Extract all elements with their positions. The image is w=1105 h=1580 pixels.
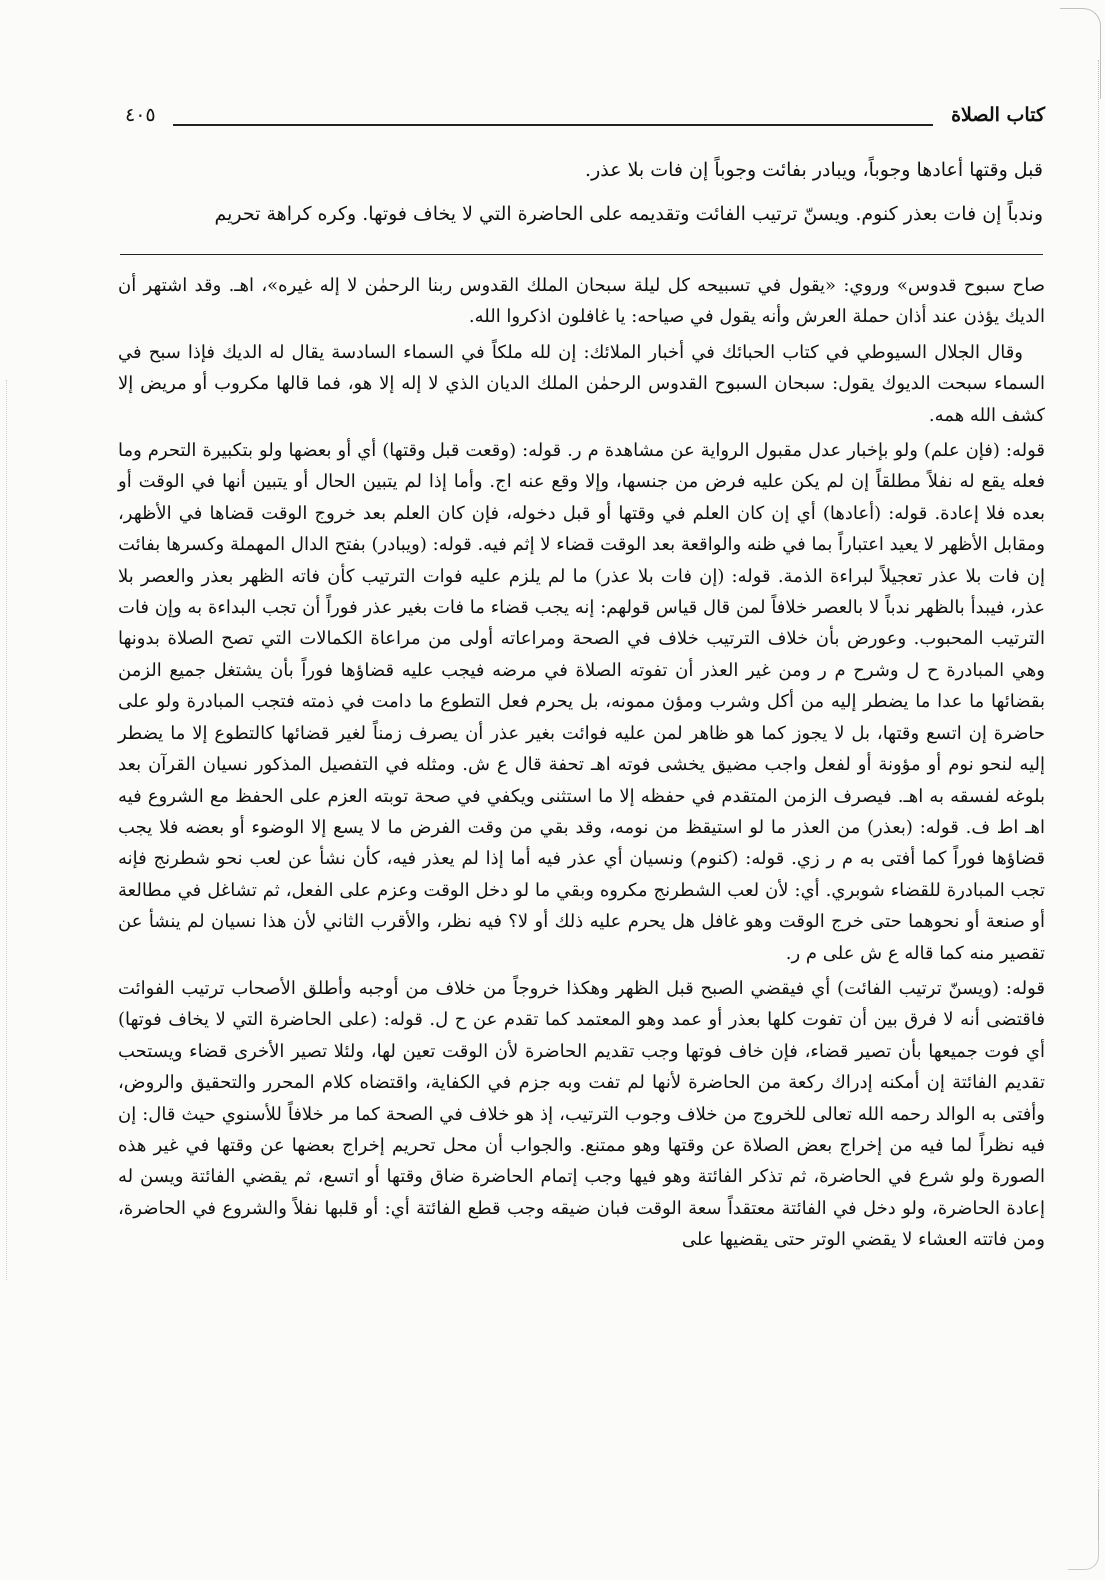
footnote-separator [120, 254, 1043, 255]
page-corner-decoration-top [1060, 8, 1101, 99]
main-paragraph: وندباً إن فات بعذر كنوم. ويسنّ ترتيب الفائت وتقديمه على الحاضرة التي لا يخاف فوتها. وكره كراهة تحريم [214, 203, 1043, 225]
page-edge-left [6, 380, 9, 1280]
main-paragraph: قبل وقتها أعادها وجوباً، ويبادر بفائت وجوباً إن فات بلا عذر. [585, 159, 1043, 181]
note-paragraph: وقال الجلال السيوطي في كتاب الحبائك في أخبار الملائك: إن لله ملكاً في السماء السادسة يقال له الديك فإذا سبح في السماء سبحت الديوك يقول: سبحان السبوح القدوس الرحمٰن الملك الديان الذي لا إله إلا هو، فما قالها مكروب أو مريض إلا كشف الله همه. [118, 341, 1045, 426]
main-text [120, 152, 1043, 240]
page-corner-decoration-bottom [1068, 1489, 1099, 1570]
note-paragraph: صاح سبوح قدوس» وروي: «يقول في تسبيحه كل ليلة سبحان الملك القدوس ربنا الرحمٰن لا إله غيره»، اهـ. وقد اشتهر أن الديك يؤذن عند أذان حملة العرش وأنه يقول في صياحه: يا غافلون اذكروا الله. [118, 275, 1045, 328]
note-paragraph: قوله: (فإن علم) ولو بإخبار عدل مقبول الرواية عن مشاهدة م ر. قوله: (وقعت قبل وقتها) أي أو بعضها ولو بتكبيرة التحرم وما فعله يقع له نفلاً مطلقاً إن لم يكن عليه فرض من جنسها، وإلا وقع عنه اج. وأما إذا لم يتبين الحال أو يتبين أنها في الوقت أو بعده فلا إعادة. قوله: (أعادها) أي إن كان العلم في وقتها أو قبل دخوله، فإن كان العلم بعد خروج الوقت قضاها في الأظهر، ومقابل الأظهر لا يعيد اعتباراً بما في ظنه والواقعة بعد الوقت قضاء لا إثم فيه. قوله: (ويبادر) بفتح الدال المهملة وكسرها بفائت إن فات بلا عذر تعجيلاً لبراءة الذمة. قوله: (إن فات بلا عذر) ما لم يلزم عليه فوات الترتيب كأن فاته الظهر بعذر والعصر بلا عذر، فيبدأ بالظهر ندباً لا بالعصر خلافاً لمن قال قياس قولهم: إنه يجب قضاء ما فات بغير عذر فوراً أن تجب البداءة به وإن فات الترتيب المحبوب. وعورض بأن خلاف الترتيب خلاف في الصحة ومراعاته أولى من مراعاة الكمالات التي تصح الصلاة بدونها وهي المبادرة ح ل وشرح م ر ومن غير العذر أن تفوته الصلاة في مرضه فيجب عليه قضاؤها فوراً بأن يشتغل جميع الزمن بقضائها ما عدا ما يضطر إليه من أكل وشرب ومؤن ممونه، بل يحرم فعل التطوع ما دامت في ذمته فتجب المبادرة ولو على حاضرة إن اتسع وقتها، بل لا يجوز كما هو ظاهر لمن عليه فوائت بغير عذر أن يصرف زمناً لغير قضائها كالتطوع إلا ما يضطر إليه لنحو نوم أو مؤونة أو لفعل واجب مضيق يخشى فوته اهـ تحفة قال ع ش. ومثله في التفصيل المذكور نسيان القرآن بعد بلوغه لفسقه به اهـ. فيصرف الزمن المتقدم في حفظه إلا ما استثنى ويكفي في صحة توبته العزم على الحفظ مع الشروع فيه اهـ اط ف. قوله: (بعذر) من العذر ما لو استيقظ من نومه، وقد بقي من وقت الفرض ما لا يسع إلا الوضوء أو بعضه فلا يجب قضاؤها فوراً كما أفتى به م ر زي. قوله: (كنوم) ونسيان أي عذر فيه أما إذا لم يعذر فيه، كأن نشأ عن لعب نحو شطرنج فإنه تجب المبادرة للقضاء شوبري. أي: لأن لعب الشطرنج مكروه وبقي ما لو دخل الوقت وعزم على الفعل، ثم تشاغل في مطالعة أو صنعة أو نحوهما حتى خرج الوقت وهو غافل هل يحرم عليه ذلك أو لا؟ فيه نظر، والأقرب الثاني لأن هذا نسيان لم ينشأ عن تقصير منه كما قاله ع ش على م ر. [118, 440, 1045, 964]
header-rule [173, 124, 933, 126]
commentary-notes [118, 270, 1045, 1260]
book-title: كتاب الصلاة [951, 104, 1045, 126]
running-header [125, 100, 1045, 132]
page-number: ٤٠٥ [125, 104, 156, 126]
note-paragraph: قوله: (ويسنّ ترتيب الفائت) أي فيقضي الصبح قبل الظهر وهكذا خروجاً من خلاف من أوجبه وأطلق الأصحاب ترتيب الفوائت فاقتضى أنه لا فرق بين أن تفوت كلها بعذر أو عمد وهو المعتمد كما تقدم عن ح ل. قوله: (على الحاضرة التي لا يخاف فوتها) أي فوت جميعها بأن تصير قضاء، فإن خاف فوتها وجب تقديم الحاضرة لأن الوقت تعين لها، ولئلا تصير الأخرى قضاء ويستحب تقديم الفائتة إن أمكنه إدراك ركعة من الحاضرة لأنها لم تفت وبه جزم في الكفاية، واقتضاه كلام المحرر والتحقيق والروض، وأفتى به الوالد رحمه الله تعالى للخروج من خلاف وجوب الترتيب، إذ هو خلاف في الصحة كما مر خلافاً للأسنوي حيث قال: إن فيه نظراً لما فيه من إخراج بعض الصلاة عن وقتها وهو ممتنع. والجواب أن محل تحريم إخراج بعضها عن وقتها في غير هذه الصورة ولو شرع في الحاضرة، ثم تذكر الفائتة وهو فيها وجب إتمام الحاضرة ضاق وقتها أو اتسع، ثم يقضي الفائتة ويسن له إعادة الحاضرة، ولو دخل في الفائتة معتقداً سعة الوقت فبان ضيقه وجب قطع الفائتة أي: أو قلبها نفلاً والشروع في الحاضرة، ومن فاتته العشاء لا يقضي الوتر حتى يقضيها على [118, 977, 1045, 1251]
page-edge-right [1094, 60, 1099, 1540]
